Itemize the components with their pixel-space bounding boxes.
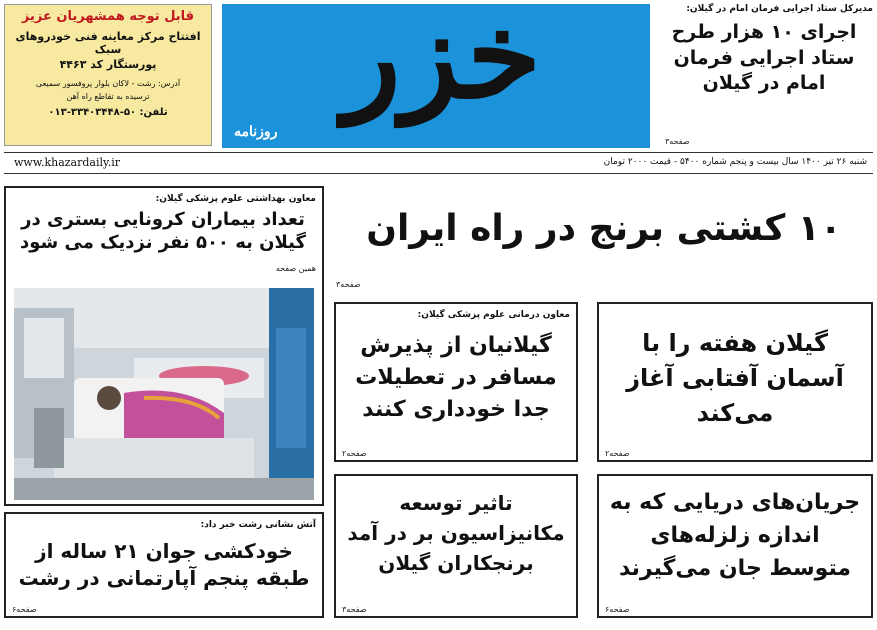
covid-story-box (4, 186, 324, 506)
sea-currents-story-box (597, 474, 873, 618)
ad-line-2: پورستگار کد ۴۴۶۳ (59, 58, 157, 71)
ad-line-1: افتتاح مرکز معاینه فنی خودروهای سبک (15, 30, 201, 56)
sea-currents-page-ref: صفحه۶ (605, 605, 630, 614)
top-right-headline: اجرای ۱۰ هزار طرح ستاد اجرایی فرمان امام در گیلان (671, 21, 857, 95)
weather-headline: گیلان هفته را با آسمان آفتابی آغاز می‌کند (626, 329, 844, 427)
mechanization-story-box (334, 474, 578, 618)
mechanization-page-ref: صفحه۳ (342, 605, 367, 614)
mechanization-headline: تاثیر توسعه مکانیزاسیون بر در آمد برنجکاران گیلان (347, 491, 565, 575)
masthead (222, 4, 650, 148)
masthead-subtitle: روزنامه (234, 124, 278, 140)
weather-page-ref: صفحه۲ (605, 449, 630, 458)
top-right-page-ref: صفحه۳ (665, 137, 690, 146)
issue-date: شنبه ۲۶ تیر ۱۴۰۰ سال بیست و پنجم شماره ۵۴۰۰ - قیمت ۲۰۰۰ تومان (603, 157, 867, 167)
newspaper-logo: خزر (342, 4, 542, 126)
top-right-story (655, 4, 873, 146)
hospital-ward-photo (14, 288, 314, 500)
ad-address-2: ترسیده به تقاطع راه آهن (66, 92, 150, 101)
covid-page-ref: همین صفحه (275, 264, 316, 273)
covid-kicker: معاون بهداشتی علوم پزشکی گیلان: (155, 194, 316, 204)
advertisement-box (4, 4, 212, 146)
info-bar (4, 152, 873, 174)
suicide-story-box (4, 512, 324, 618)
travel-page-ref: صفحه۲ (342, 449, 367, 458)
ad-title: قابل توجه همشهریان عزیز (21, 9, 195, 24)
travel-kicker: معاون درمانی علوم پزشکی گیلان: (417, 310, 570, 320)
main-headline: ۱۰ کشتی برنج در راه ایران (366, 208, 842, 249)
suicide-headline: خودکشی جوان ۲۱ ساله از طبقه پنجم آپارتمانی در رشت (18, 539, 310, 590)
ad-phone: تلفن: ۵۰-۳۳۴۰۳۴۴۸-۰۱۳ (48, 107, 168, 118)
sea-currents-headline: جریان‌های دریایی که به اندازه زلزله‌های متوسط جان می‌گیرند (609, 490, 861, 581)
travel-story-box (334, 302, 578, 462)
main-page-ref: صفحه۳ (336, 280, 361, 289)
top-right-kicker: مدیرکل ستاد اجرایی فرمان امام در گیلان: (686, 4, 873, 14)
travel-headline: گیلانیان از پذیرش مسافر در تعطیلات جدا خودداری کنند (355, 333, 557, 422)
suicide-page-ref: صفحه۶ (12, 605, 37, 614)
suicide-kicker: آتش نشانی رشت خبر داد: (200, 520, 316, 530)
covid-headline: تعداد بیماران کرونایی بستری در گیلان به ۵۰۰ نفر نزدیک می شود (20, 209, 306, 254)
website-url[interactable]: www.khazardaily.ir (14, 156, 121, 169)
weather-story-box (597, 302, 873, 462)
ad-address: آدرس: رشت - لاکان بلوار پروفسور سمیعی (35, 79, 181, 88)
